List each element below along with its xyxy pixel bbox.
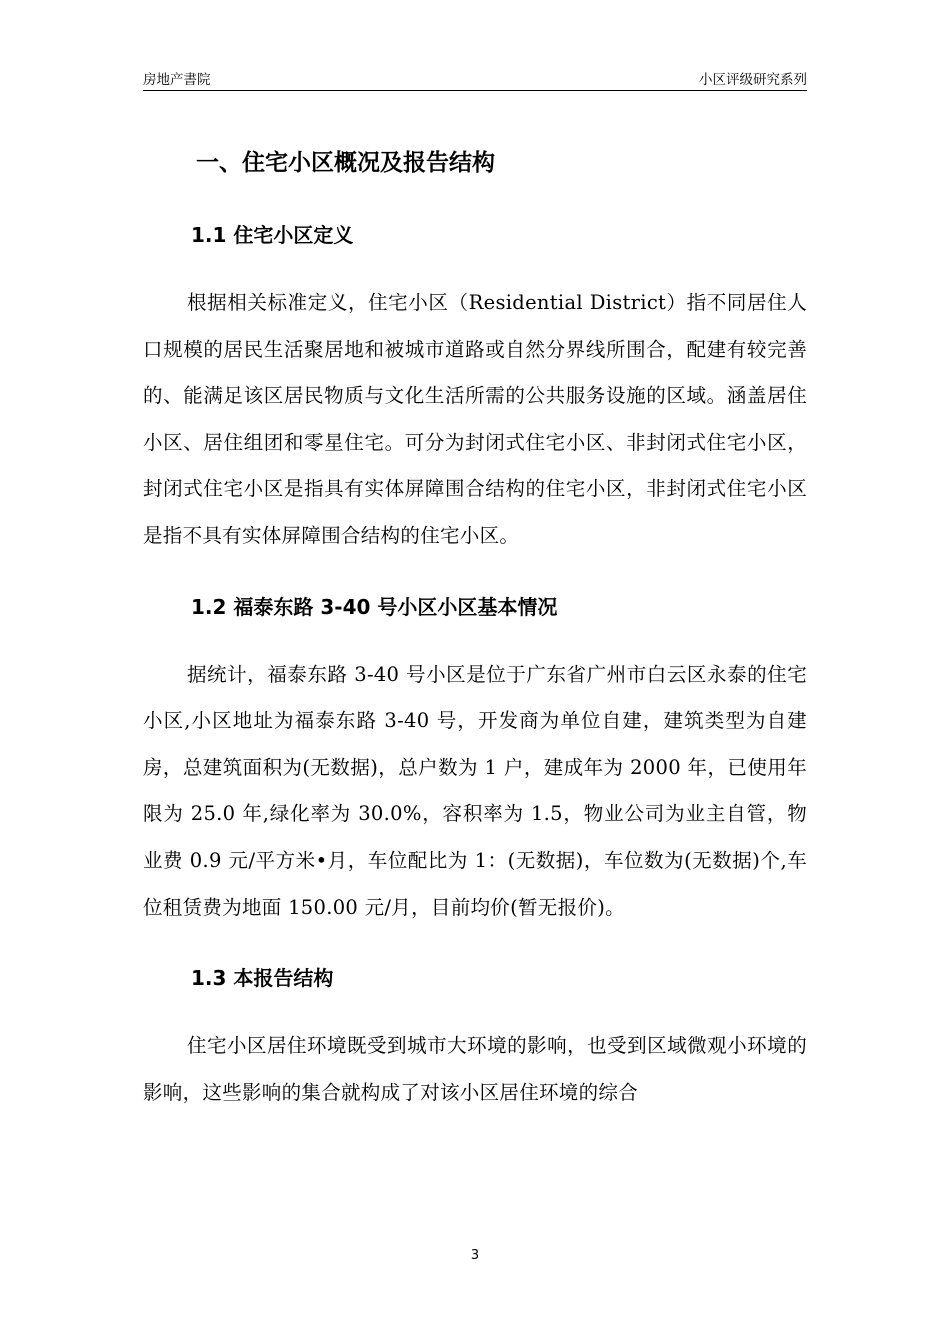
section-heading-1-2: 1.2 福泰东路 3-40 号小区小区基本情况 (191, 594, 558, 619)
header-series-title: 小区评级研究系列 (699, 72, 807, 88)
section-heading-1-3: 1.3 本报告结构 (191, 966, 334, 991)
section-paragraph-1-1: 根据相关标准定义，住宅小区（Residential District）指不同居住人口规模的居民生活聚居地和被城市道路或自然分界线所围合，配建有较完善的、能满足该区居民物质与文化生活所需的公共服务设施的区域。涵盖居住小区、居住组团和零星住宅。可分为封闭式住宅小区、非封闭式住宅小区，封闭式住宅小区是指具有实体屏障围合结构的住宅小区，非封闭式住宅小区是指不具有实体屏障围合结构的住宅小区。 (143, 291, 807, 547)
chapter-title: 一、住宅小区概况及报告结构 (196, 150, 495, 176)
section-paragraph-1-2: 据统计，福泰东路 3-40 号小区是位于广东省广州市白云区永泰的住宅小区,小区地址为福泰东路 3-40 号，开发商为单位自建，建筑类型为自建房，总建筑面积为(无数据)，总户数为 1 户，建成年为 2000 年，已使用年限为 25.0 年,绿化率为 30.0%，容积率为 1.5，物业公司为业主自管，物业费 0.9 元/平方米•月，车位配比为 1：(无数据)，车位数为(无数据)个,车位租赁费为地面 150.00 元/月，目前均价(暂无报价)。 (143, 662, 807, 919)
section-paragraph-1-3: 住宅小区居住环境既受到城市大环境的影响，也受到区域微观小环境的影响，这些影响的集合就构成了对该小区居住环境的综合 (143, 1034, 807, 1104)
section-heading-1-1: 1.1 住宅小区定义 (191, 223, 354, 247)
page-number: 3 (470, 1248, 480, 1263)
header-publisher: 房地产書院 (143, 72, 211, 88)
document-body (143, 136, 807, 1116)
page-header (143, 66, 807, 91)
